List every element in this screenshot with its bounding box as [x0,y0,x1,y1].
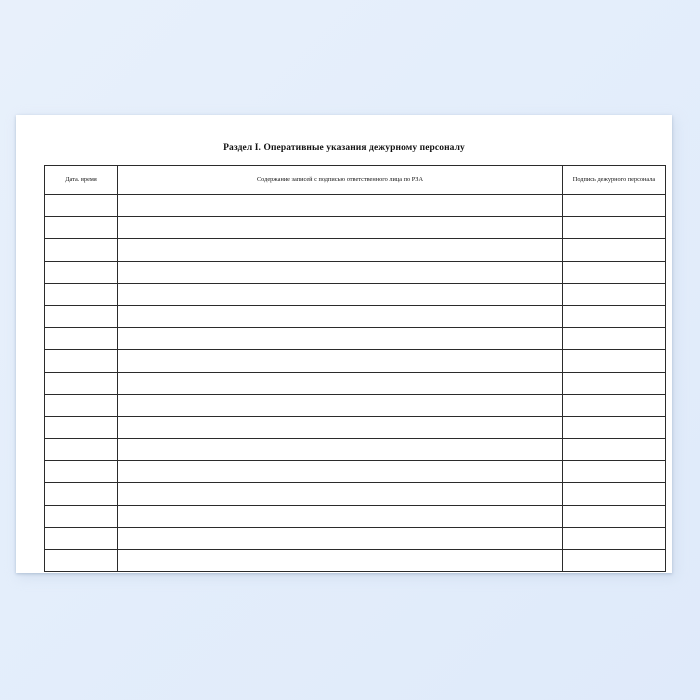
cell-signature-text [563,272,665,273]
journal-table [44,165,666,572]
cell-date-time-text [45,227,117,228]
cell-content-text [118,272,562,273]
cell-signature-text [563,383,665,384]
cell-date-time-text [45,338,117,339]
cell-signature-text [563,227,665,228]
cell-date-time-text [45,272,117,273]
cell-signature-text [563,516,665,517]
table-row[interactable] [45,195,666,217]
cell-date-time-text [45,205,117,206]
cell-content-text [118,449,562,450]
cell-content-text [118,494,562,495]
cell-signature[interactable] [563,372,666,394]
table-row[interactable] [45,394,666,416]
cell-date-time-text [45,560,117,561]
cell-content-text [118,471,562,472]
table-row[interactable] [45,483,666,505]
cell-content[interactable] [118,461,563,483]
cell-date-time-text [45,538,117,539]
cell-content[interactable] [118,416,563,438]
cell-content[interactable] [118,283,563,305]
cell-date-time-text [45,494,117,495]
cell-signature[interactable] [563,394,666,416]
cell-content[interactable] [118,372,563,394]
cell-signature[interactable] [563,328,666,350]
cell-content[interactable] [118,505,563,527]
table-row[interactable] [45,305,666,327]
table-row[interactable] [45,239,666,261]
journal-table-container [44,165,656,572]
cell-date-time[interactable] [45,283,118,305]
document-page [16,115,672,573]
cell-content-text [118,249,562,250]
cell-date-time[interactable] [45,483,118,505]
cell-date-time[interactable] [45,305,118,327]
cell-content-text [118,227,562,228]
table-header-row [45,166,666,195]
cell-date-time-text [45,249,117,250]
cell-content[interactable] [118,195,563,217]
cell-content-text [118,538,562,539]
cell-signature[interactable] [563,439,666,461]
cell-date-time[interactable] [45,328,118,350]
cell-date-time[interactable] [45,261,118,283]
cell-date-time[interactable] [45,416,118,438]
cell-date-time-text [45,316,117,317]
cell-signature-text [563,249,665,250]
cell-signature[interactable] [563,283,666,305]
column-header-signature: Подпись дежурного персонала [563,166,666,195]
cell-content[interactable] [118,239,563,261]
cell-content-text [118,560,562,561]
cell-signature-text [563,360,665,361]
table-header [45,166,666,195]
cell-content-text [118,294,562,295]
cell-signature[interactable] [563,239,666,261]
cell-date-time[interactable] [45,195,118,217]
cell-content-text [118,427,562,428]
cell-signature-text [563,338,665,339]
cell-content-text [118,360,562,361]
table-row[interactable] [45,461,666,483]
table-row[interactable] [45,217,666,239]
table-row[interactable] [45,261,666,283]
cell-signature[interactable] [563,261,666,283]
table-row[interactable] [45,328,666,350]
table-row[interactable] [45,416,666,438]
cell-signature-text [563,405,665,406]
cell-signature-text [563,427,665,428]
cell-date-time[interactable] [45,372,118,394]
cell-date-time[interactable] [45,439,118,461]
cell-content[interactable] [118,394,563,416]
cell-signature[interactable] [563,195,666,217]
cell-date-time-text [45,516,117,517]
table-row[interactable] [45,550,666,572]
cell-signature-text [563,449,665,450]
column-header-content: Содержание записей с подписью ответственного лица по РЗА [118,166,563,195]
cell-date-time[interactable] [45,239,118,261]
cell-content[interactable] [118,305,563,327]
cell-date-time-text [45,449,117,450]
cell-signature-text [563,316,665,317]
cell-content[interactable] [118,217,563,239]
cell-date-time-text [45,383,117,384]
table-row[interactable] [45,439,666,461]
cell-signature[interactable] [563,305,666,327]
cell-signature[interactable] [563,550,666,572]
cell-signature-text [563,560,665,561]
cell-date-time[interactable] [45,394,118,416]
cell-content-text [118,316,562,317]
cell-content[interactable] [118,261,563,283]
cell-date-time-text [45,471,117,472]
cell-content[interactable] [118,550,563,572]
table-row[interactable] [45,283,666,305]
table-row[interactable] [45,505,666,527]
cell-content-text [118,516,562,517]
cell-date-time-text [45,360,117,361]
cell-content-text [118,338,562,339]
cell-content[interactable] [118,350,563,372]
cell-signature[interactable] [563,461,666,483]
cell-signature-text [563,494,665,495]
cell-signature[interactable] [563,350,666,372]
table-row[interactable] [45,527,666,549]
cell-signature-text [563,205,665,206]
cell-date-time-text [45,405,117,406]
cell-signature-text [563,294,665,295]
cell-signature-text [563,471,665,472]
cell-content[interactable] [118,527,563,549]
cell-content-text [118,405,562,406]
cell-signature[interactable] [563,416,666,438]
cell-signature[interactable] [563,217,666,239]
table-body [45,195,666,572]
column-header-date-time: Дата. время [45,166,118,195]
cell-date-time-text [45,294,117,295]
cell-content[interactable] [118,439,563,461]
cell-date-time-text [45,427,117,428]
cell-signature[interactable] [563,483,666,505]
cell-content-text [118,383,562,384]
cell-date-time[interactable] [45,350,118,372]
cell-signature[interactable] [563,505,666,527]
cell-content[interactable] [118,328,563,350]
cell-date-time[interactable] [45,527,118,549]
cell-date-time[interactable] [45,550,118,572]
table-row[interactable] [45,372,666,394]
cell-date-time[interactable] [45,217,118,239]
cell-signature[interactable] [563,527,666,549]
table-row[interactable] [45,350,666,372]
cell-content[interactable] [118,483,563,505]
cell-date-time[interactable] [45,505,118,527]
cell-signature-text [563,538,665,539]
cell-content-text [118,205,562,206]
cell-date-time[interactable] [45,461,118,483]
page-title: Раздел I. Оперативные указания дежурному персоналу [223,143,465,153]
